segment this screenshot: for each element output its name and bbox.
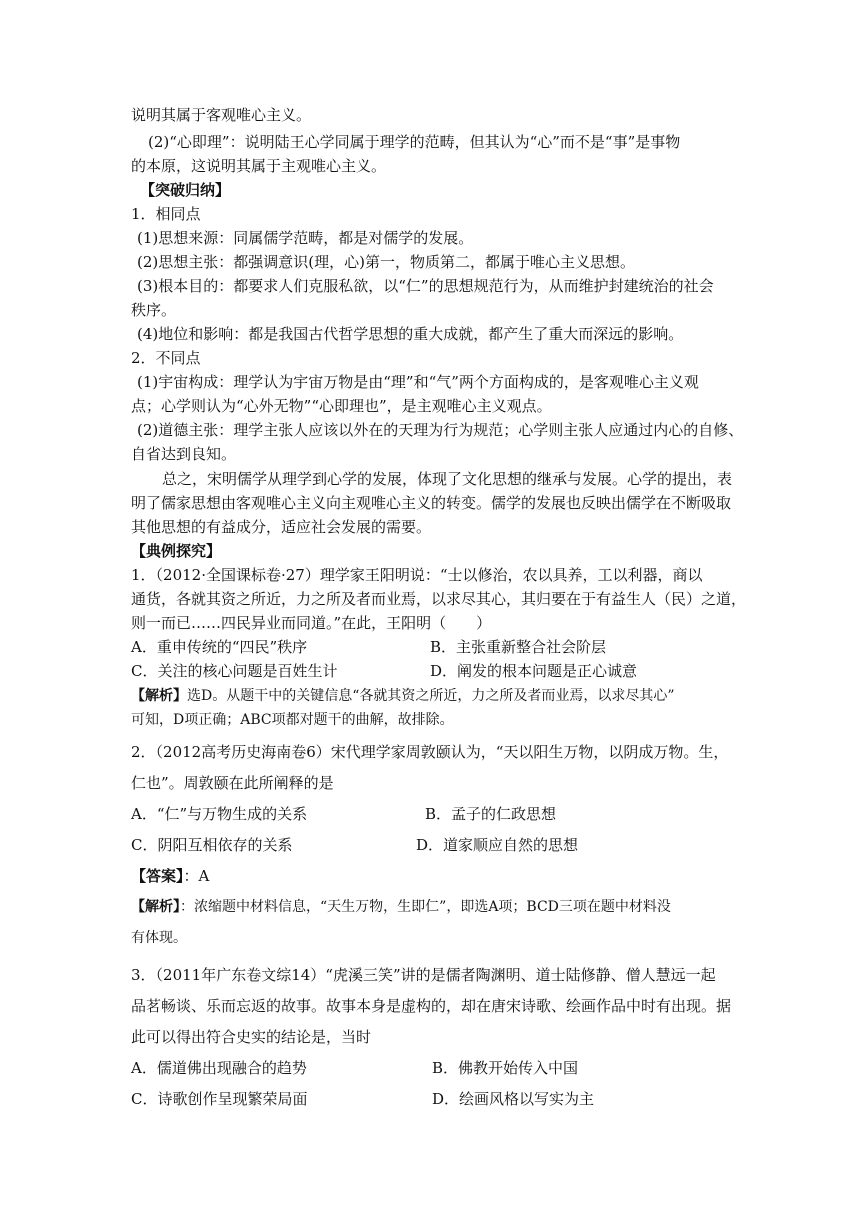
question-1-option-c: C．关注的核心问题是百姓生计 [131, 662, 338, 680]
conclusion-line: 明了儒家思想由客观唯心主义向主观唯心主义的转变。儒学的发展也反映出儒学在不断吸取 [131, 494, 732, 512]
question-3-stem: 此可以得出符合史实的结论是，当时 [131, 1028, 372, 1046]
question-3-option-a: A．儒道佛出现融合的趋势 [131, 1059, 307, 1077]
question-1-stem: 1．（2012·全国课标卷·27）理学家王阳明说：“士以修治，农以具养，工以利器，商以 [131, 566, 703, 584]
question-3-stem: 品茗畅谈、乐而忘返的故事。故事本身是虚构的，却在唐宋诗歌、绘画作品中时有出现。据 [131, 997, 732, 1015]
same-point-item: (4)地位和影响：都是我国古代哲学思想的重大成就，都产生了重大而深远的影响。 [137, 325, 684, 343]
question-3-option-d: D．绘画风格以写实为主 [432, 1090, 595, 1108]
question-1-stem: 则一而已……四民异业而同道。”在此，王阳明（ ） [131, 614, 492, 632]
analysis-label: 【解析】 [131, 899, 180, 915]
same-points-title: 1．相同点 [131, 205, 201, 223]
intro-point-2-cont: 的本原，这说明其属于主观唯心主义。 [131, 157, 387, 175]
same-point-item-cont: 秩序。 [131, 301, 177, 319]
question-2-option-b: B．孟子的仁政思想 [425, 805, 557, 823]
conclusion-line: 其他思想的有益成分，适应社会发展的需要。 [131, 518, 432, 536]
intro-point-2: (2)“心即理”：说明陆王心学同属于理学的范畴，但其认为“心”而不是“事”是事物 [148, 133, 681, 151]
diff-points-title: 2．不同点 [131, 349, 201, 367]
diff-point-item-cont: 点；心学则认为“心外无物”“心即理也”，是主观唯心主义观点。 [131, 397, 552, 415]
question-2-option-c: C．阴阳互相依存的关系 [131, 836, 293, 854]
question-1-option-a: A．重申传统的“四民”秩序 [131, 638, 308, 656]
analysis-text: ：浓缩题中材料信息，“天生万物，生即仁”，即选A项；BCD三项在题中材料没 [180, 899, 671, 915]
question-3-stem: 3．（2011年广东卷文综14）“虎溪三笑”讲的是儒者陶渊明、道士陆修静、僧人慧远一起 [131, 966, 716, 984]
question-2-stem: 2．（2012高考历史海南卷6）宋代理学家周敦颐认为，“天以阳生万物，以阴成万物。生， [131, 743, 729, 761]
question-3-option-b: B．佛教开始传入中国 [432, 1059, 579, 1077]
conclusion-line: 总之，宋明儒学从理学到心学的发展，体现了文化思想的继承与发展。心学的提出，表 [162, 470, 733, 488]
question-2-analysis [131, 898, 671, 916]
answer-value: ：A [183, 867, 210, 885]
question-2-option-d: D．道家顺应自然的思想 [416, 836, 579, 854]
question-1-option-d: D．阐发的根本问题是正心诚意 [430, 662, 638, 680]
analysis-text: 选D。从题干中的关键信息“各就其资之所近，力之所及者而业焉，以求尽其心” [187, 688, 675, 704]
question-2-stem: 仁也”。周敦颐在此所阐释的是 [131, 774, 334, 792]
same-point-item: (1)思想来源：同属儒学范畴，都是对儒学的发展。 [137, 229, 474, 247]
diff-point-item: (2)道德主张：理学主张人应该以外在的天理为行为规范；心学则主张人应通过内心的自修、 [137, 421, 744, 439]
examples-heading: 【典例探究】 [131, 542, 222, 560]
question-1-analysis [131, 687, 675, 705]
analysis-label: 【解析】 [131, 688, 187, 704]
diff-point-item-cont: 自省达到良知。 [131, 445, 237, 463]
question-1-stem: 通货，各就其资之所近，力之所及者而业焉，以求尽其心，其归要在于有益生人（民）之道， [131, 590, 747, 608]
summary-heading: 【突破归纳】 [140, 181, 231, 199]
intro-line: 说明其属于客观唯心主义。 [131, 106, 312, 124]
question-3-option-c: C．诗歌创作呈现繁荣局面 [131, 1090, 308, 1108]
same-point-item: (2)思想主张：都强调意识(理，心)第一，物质第二，都属于唯心主义思想。 [137, 253, 635, 271]
diff-point-item: (1)宇宙构成：理学认为宇宙万物是由“理”和“气”两个方面构成的，是客观唯心主义观 [137, 373, 699, 391]
question-2-option-a: A．“仁”与万物生成的关系 [131, 805, 308, 823]
question-2-answer [131, 867, 209, 885]
same-point-item: (3)根本目的：都要求人们克服私欲，以“仁”的思想规范行为，从而维护封建统治的社会 [137, 277, 714, 295]
answer-label: 【答案】 [131, 867, 184, 885]
question-1-option-b: B．主张重新整合社会阶层 [430, 638, 607, 656]
question-2-analysis-cont: 有体现。 [131, 930, 187, 946]
question-1-analysis-cont: 可知，D项正确；ABC项都对题干的曲解，故排除。 [131, 712, 454, 728]
